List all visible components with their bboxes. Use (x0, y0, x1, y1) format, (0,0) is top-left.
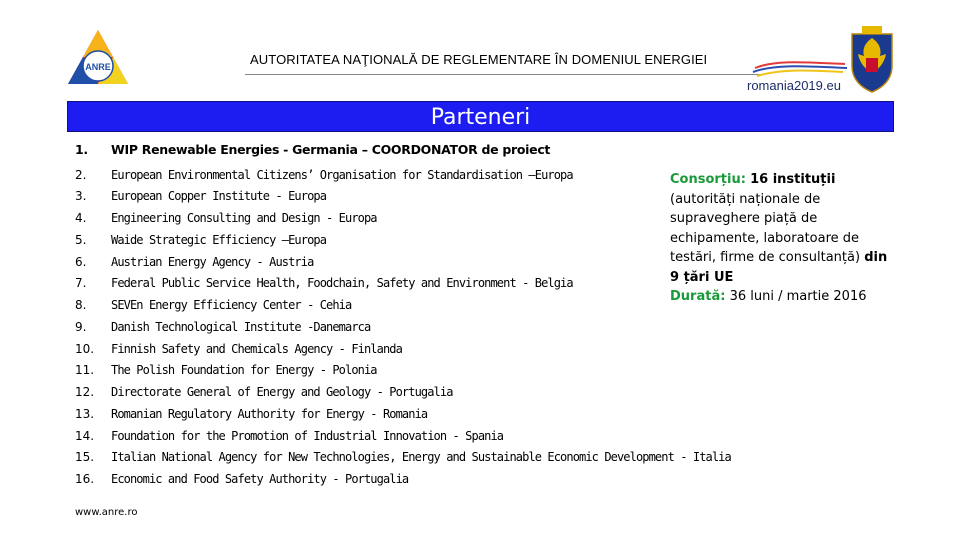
list-item-number: 4. (75, 211, 87, 225)
list-item-text: Engineering Consulting and Design - Europa (111, 211, 377, 225)
footer-url[interactable]: www.anre.ro (75, 507, 138, 518)
list-item-text: SEVEn Energy Efficiency Center - Cehia (111, 298, 352, 312)
list-item-number: 14. (75, 429, 95, 443)
list-item-text: Foundation for the Promotion of Industrial Innovation - Spania (111, 429, 504, 443)
list-item-number: 10. (75, 342, 95, 356)
list-item-number: 1. (75, 142, 88, 157)
list-item-text: WIP Renewable Energies - Germania – COORDONATOR de proiect (111, 142, 551, 157)
list-item-number: 6. (75, 255, 87, 269)
list-item-text: Federal Public Service Health, Foodchain, Safety and Environment - Belgia (111, 276, 573, 290)
consortium-description: (autorități naționale de supraveghere piață de echipamente, laboratoare de testări, firme de consultanță) (670, 191, 861, 265)
list-item-text: Italian National Agency for New Technologies, Energy and Sustainable Economic Development - Italia (111, 450, 731, 464)
list-item-text: Economic and Food Safety Authority - Portugalia (111, 472, 409, 486)
list-item-number: 15. (75, 450, 95, 464)
list-item-number: 7. (75, 276, 87, 290)
list-item-text: European Environmental Citizens’ Organisation for Standardisation –Europa (111, 168, 573, 182)
list-item-text: Danish Technological Institute -Danemarca (111, 320, 371, 334)
anre-logo-text: ANRE (85, 62, 111, 72)
consortium-label: Consorțiu: (670, 172, 746, 187)
list-item-number: 9. (75, 320, 87, 334)
list-item-text: Austrian Energy Agency - Austria (111, 255, 314, 269)
consortium-count: 16 instituții (750, 172, 836, 187)
consortium-note (670, 170, 900, 307)
list-item-text: Finnish Safety and Chemicals Agency - Finlanda (111, 342, 402, 356)
list-item-text: Waide Strategic Efficiency –Europa (111, 233, 327, 247)
list-item-number: 8. (75, 298, 87, 312)
list-item-number: 12. (75, 385, 95, 399)
list-item-number: 5. (75, 233, 87, 247)
list-item-number: 3. (75, 189, 87, 203)
anre-logo (66, 28, 130, 88)
coat-of-arms-icon (848, 24, 896, 94)
list-item-text: Directorate General of Energy and Geology - Portugalia (111, 385, 453, 399)
list-item-text: Romanian Regulatory Authority for Energy - Romania (111, 407, 428, 421)
list-item-number: 16. (75, 472, 95, 486)
list-item-number: 11. (75, 363, 95, 377)
duration-value: 36 luni / martie 2016 (729, 289, 867, 304)
romania2019-logo-text: romania2019.eu (747, 78, 841, 93)
header-divider (245, 74, 761, 75)
page-header-title: AUTORITATEA NAŢIONALĂ DE REGLEMENTARE ÎN DOMENIUL ENERGIEI (250, 52, 708, 67)
banner-title: Parteneri (430, 105, 531, 130)
list-item-number: 2. (75, 168, 87, 182)
duration-label: Durată: (670, 289, 726, 304)
list-item-number: 13. (75, 407, 95, 421)
list-item-text: The Polish Foundation for Energy - Polonia (111, 363, 377, 377)
section-banner (67, 101, 894, 132)
romania2019-logo (745, 52, 855, 94)
consortium-countries: din 9 țări UE (670, 250, 888, 285)
list-item-text: European Copper Institute - Europa (111, 189, 327, 203)
